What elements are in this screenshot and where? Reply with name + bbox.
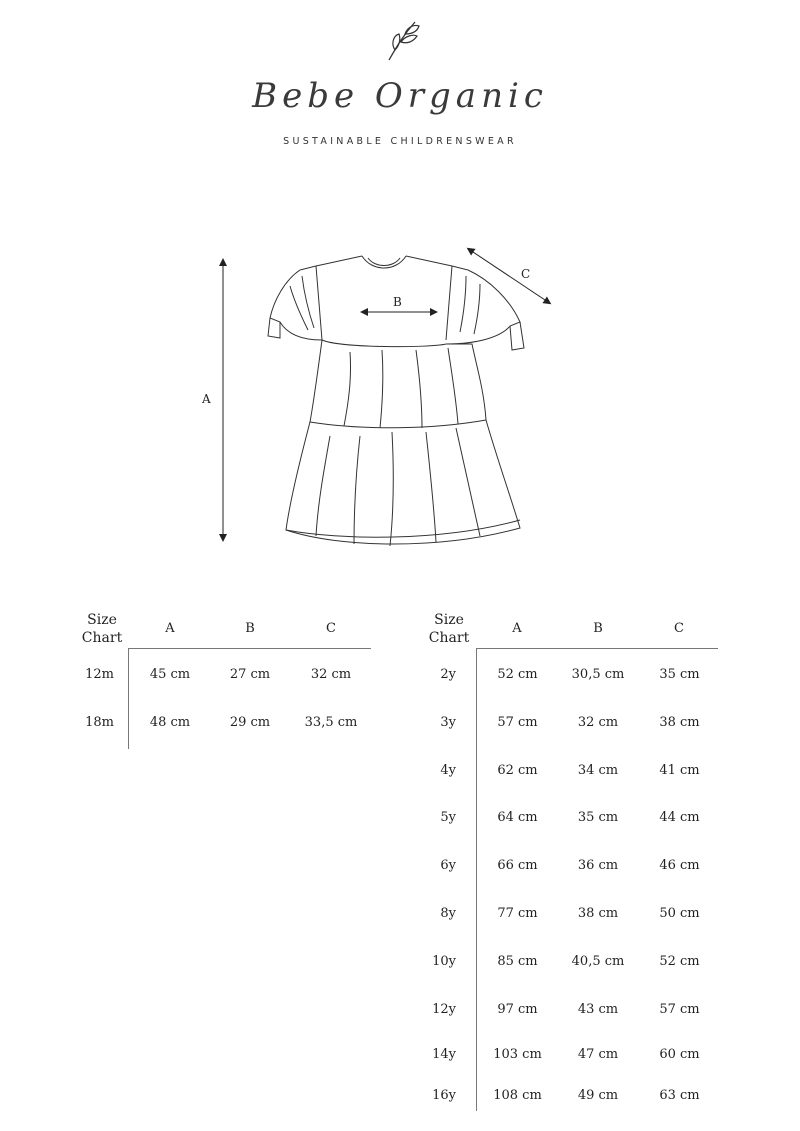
kids-row-b: 30,5 cm xyxy=(571,667,625,682)
kids-row-c: 44 cm xyxy=(659,810,700,825)
kids-row-a: 52 cm xyxy=(497,667,538,682)
kids-row-size: 16y xyxy=(432,1088,456,1103)
kids-row-a: 57 cm xyxy=(497,715,538,730)
brand-name: Bebe Organic xyxy=(252,76,548,116)
label-c: C xyxy=(521,267,531,281)
kids-row-c: 35 cm xyxy=(659,667,700,682)
kids-row-c: 46 cm xyxy=(659,858,700,873)
baby-row-size: 18m xyxy=(85,715,114,730)
kids-row-b: 34 cm xyxy=(577,763,619,778)
kids-header-divider xyxy=(476,648,718,649)
dress-diagram xyxy=(190,240,570,560)
kids-row-size: 10y xyxy=(432,954,456,969)
kids-header-c: C xyxy=(674,621,684,636)
label-a: A xyxy=(202,392,211,406)
measure-c-arrow xyxy=(470,250,548,302)
kids-row-a: 66 cm xyxy=(497,858,538,873)
baby-row-b: 29 cm xyxy=(229,715,271,730)
kids-row-size: 6y xyxy=(440,858,456,873)
kids-row-c: 41 cm xyxy=(659,763,700,778)
kids-row-b: 40,5 cm xyxy=(571,954,625,969)
baby-header-divider xyxy=(128,648,371,649)
brand-tagline: SUSTAINABLE CHILDRENSWEAR xyxy=(283,136,517,147)
kids-row-size: 5y xyxy=(440,810,456,825)
kids-row-size: 8y xyxy=(440,906,456,921)
kids-row-a: 62 cm xyxy=(497,763,538,778)
kids-row-size: 4y xyxy=(440,763,456,778)
baby-row-c: 33,5 cm xyxy=(304,715,358,730)
kids-row-a: 77 cm xyxy=(497,906,538,921)
kids-row-b: 35 cm xyxy=(577,810,619,825)
kids-row-a: 64 cm xyxy=(497,810,538,825)
kids-row-b: 32 cm xyxy=(577,715,619,730)
kids-row-b: 49 cm xyxy=(577,1088,619,1103)
kids-size-divider xyxy=(476,648,477,1111)
kids-row-size: 14y xyxy=(432,1047,456,1062)
kids-row-b: 43 cm xyxy=(577,1002,619,1017)
kids-table-title: Size Chart xyxy=(428,612,470,646)
kids-row-size: 12y xyxy=(432,1002,456,1017)
kids-row-size: 3y xyxy=(440,715,456,730)
kids-row-b: 47 cm xyxy=(577,1047,619,1062)
baby-header-c: C xyxy=(326,621,336,636)
kids-row-a: 103 cm xyxy=(493,1047,542,1062)
baby-header-a: A xyxy=(165,621,175,636)
baby-size-divider xyxy=(128,648,129,749)
label-b: B xyxy=(393,295,402,309)
kids-row-b: 36 cm xyxy=(577,858,619,873)
baby-row-a: 45 cm xyxy=(149,667,191,682)
kids-row-a: 97 cm xyxy=(497,1002,538,1017)
kids-row-c: 52 cm xyxy=(659,954,700,969)
baby-table-title: Size Chart xyxy=(81,612,123,646)
kids-header-a: A xyxy=(512,621,522,636)
kids-row-c: 60 cm xyxy=(659,1047,700,1062)
kids-row-b: 38 cm xyxy=(577,906,619,921)
baby-row-a: 48 cm xyxy=(149,715,191,730)
kids-row-a: 108 cm xyxy=(493,1088,542,1103)
kids-row-c: 57 cm xyxy=(659,1002,700,1017)
baby-header-b: B xyxy=(245,621,255,636)
kids-header-b: B xyxy=(593,621,603,636)
kids-row-c: 50 cm xyxy=(659,906,700,921)
kids-row-size: 2y xyxy=(440,667,456,682)
kids-row-a: 85 cm xyxy=(497,954,538,969)
leaf-logo-icon xyxy=(381,18,425,64)
baby-row-size: 12m xyxy=(85,667,114,682)
kids-row-c: 38 cm xyxy=(659,715,700,730)
kids-row-c: 63 cm xyxy=(659,1088,700,1103)
baby-row-c: 32 cm xyxy=(310,667,352,682)
baby-row-b: 27 cm xyxy=(229,667,271,682)
